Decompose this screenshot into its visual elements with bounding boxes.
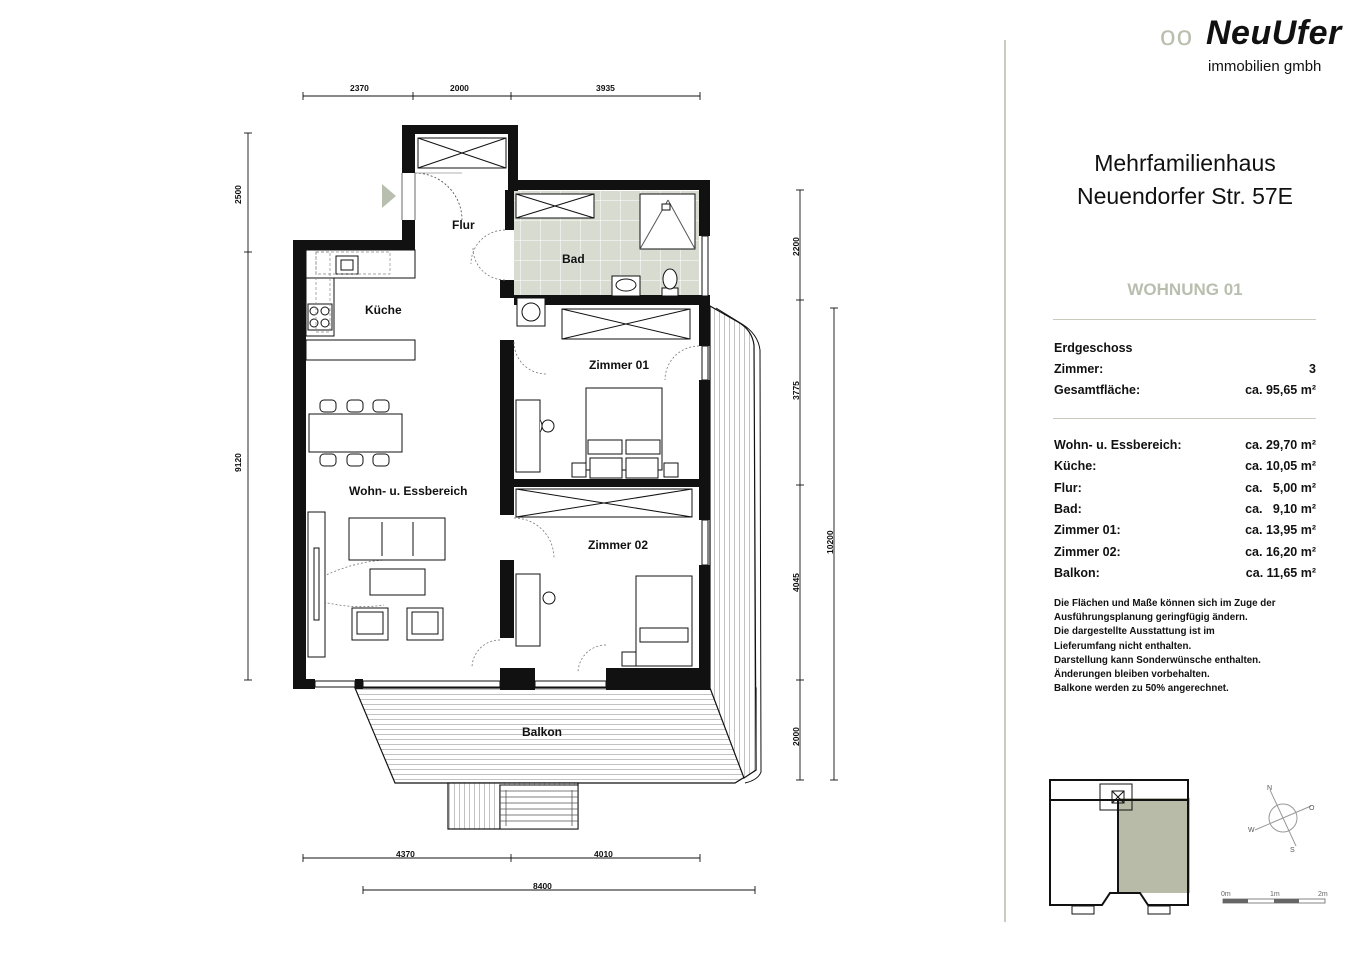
summary-value: 3 — [1309, 362, 1316, 376]
area-value: ca. 29,70 m² — [1245, 438, 1316, 452]
note-line: Darstellung kann Sonderwünsche enthalten. — [1054, 654, 1261, 666]
area-label: Zimmer 01: — [1054, 523, 1121, 537]
key-plan — [1050, 780, 1190, 914]
room-label-balkon: Balkon — [522, 725, 563, 739]
scale-bar — [1221, 891, 1328, 903]
summary-label: Erdgeschoss — [1054, 341, 1133, 355]
room-label-kueche: Küche — [365, 303, 402, 317]
note-line: Lieferumfang nicht enthalten. — [1054, 640, 1192, 652]
project-title-line2: Neuendorfer Str. 57E — [1076, 183, 1294, 209]
area-value: ca. 9,10 m² — [1245, 502, 1316, 516]
area-value: ca. 16,20 m² — [1245, 545, 1316, 559]
area-value: ca. 5,00 m² — [1245, 481, 1316, 495]
dim-right-4: 2000 — [791, 727, 801, 746]
dim-left-2: 9120 — [233, 453, 243, 472]
area-label: Zimmer 02: — [1054, 545, 1121, 559]
summary-label: Gesamtfläche: — [1054, 383, 1141, 397]
note-line: Die Flächen und Maße können sich im Zuge der — [1054, 598, 1276, 609]
area-label: Küche: — [1054, 459, 1097, 473]
compass-s: S — [1290, 847, 1295, 854]
area-label: Wohn- u. Essbereich: — [1054, 438, 1182, 452]
disclaimer-notes — [1054, 597, 1324, 696]
compass-icon — [1248, 785, 1315, 854]
scale-0: 0m — [1221, 891, 1231, 898]
dim-bottom-total: 8400 — [533, 881, 552, 891]
divider-middle — [1053, 418, 1316, 419]
summary-value: ca. 95,65 m² — [1245, 383, 1316, 397]
note-line: Änderungen bleiben vorbehalten. — [1054, 669, 1210, 681]
balcony — [355, 688, 756, 829]
logo-mark: oo — [1160, 20, 1194, 51]
project-title-line1: Mehrfamilienhaus — [1094, 150, 1276, 176]
note-line: Die dargestellte Ausstattung ist im — [1054, 626, 1215, 638]
unit-title: WOHNUNG 01 — [1127, 280, 1243, 299]
summary-label: Zimmer: — [1054, 362, 1104, 376]
dim-bottom-1: 4370 — [396, 849, 415, 859]
note-line: Ausführungsplanung geringfügig ändern. — [1054, 612, 1248, 624]
room-label-zimmer02: Zimmer 02 — [588, 538, 649, 552]
dim-right-total: 10200 — [825, 530, 835, 554]
area-label: Balkon: — [1054, 566, 1100, 580]
logo-subtitle: immobilien gmbh — [1208, 58, 1322, 75]
dim-left-1: 2500 — [233, 185, 243, 204]
dim-right-1: 2200 — [791, 237, 801, 256]
living-furniture — [308, 512, 445, 657]
entrance-arrow — [382, 184, 396, 208]
logo-name: NeuUfer — [1206, 14, 1342, 52]
dim-top-2: 2000 — [450, 83, 469, 93]
scale-1: 1m — [1270, 891, 1280, 898]
dim-top-1: 2370 — [350, 83, 369, 93]
area-label: Flur: — [1054, 481, 1082, 495]
room-label-zimmer01: Zimmer 01 — [589, 358, 650, 372]
room1-furniture — [516, 388, 678, 478]
room-label-bad: Bad — [562, 252, 585, 266]
panel-divider — [1004, 40, 1006, 922]
room2-furniture — [516, 574, 692, 666]
area-value: ca. 13,95 m² — [1245, 523, 1316, 537]
area-value: ca. 10,05 m² — [1245, 459, 1316, 473]
compass-o: O — [1309, 805, 1315, 812]
dim-right-3: 4045 — [791, 573, 801, 592]
dim-right-2: 3775 — [791, 381, 801, 400]
dim-bottom-2: 4010 — [594, 849, 613, 859]
entry-door — [402, 173, 462, 220]
dim-top-3: 3935 — [596, 83, 615, 93]
area-label: Bad: — [1054, 502, 1082, 516]
note-line: Balkone werden zu 50% angerechnet. — [1054, 683, 1229, 695]
dining-set — [309, 400, 402, 466]
room-label-wohn: Wohn- u. Essbereich — [349, 484, 468, 498]
compass-w: W — [1248, 827, 1255, 834]
divider-top — [1053, 319, 1316, 320]
compass-n: N — [1267, 785, 1273, 792]
room-label-flur: Flur — [452, 218, 475, 232]
area-value: ca. 11,65 m² — [1245, 566, 1316, 580]
scale-2: 2m — [1318, 891, 1328, 898]
